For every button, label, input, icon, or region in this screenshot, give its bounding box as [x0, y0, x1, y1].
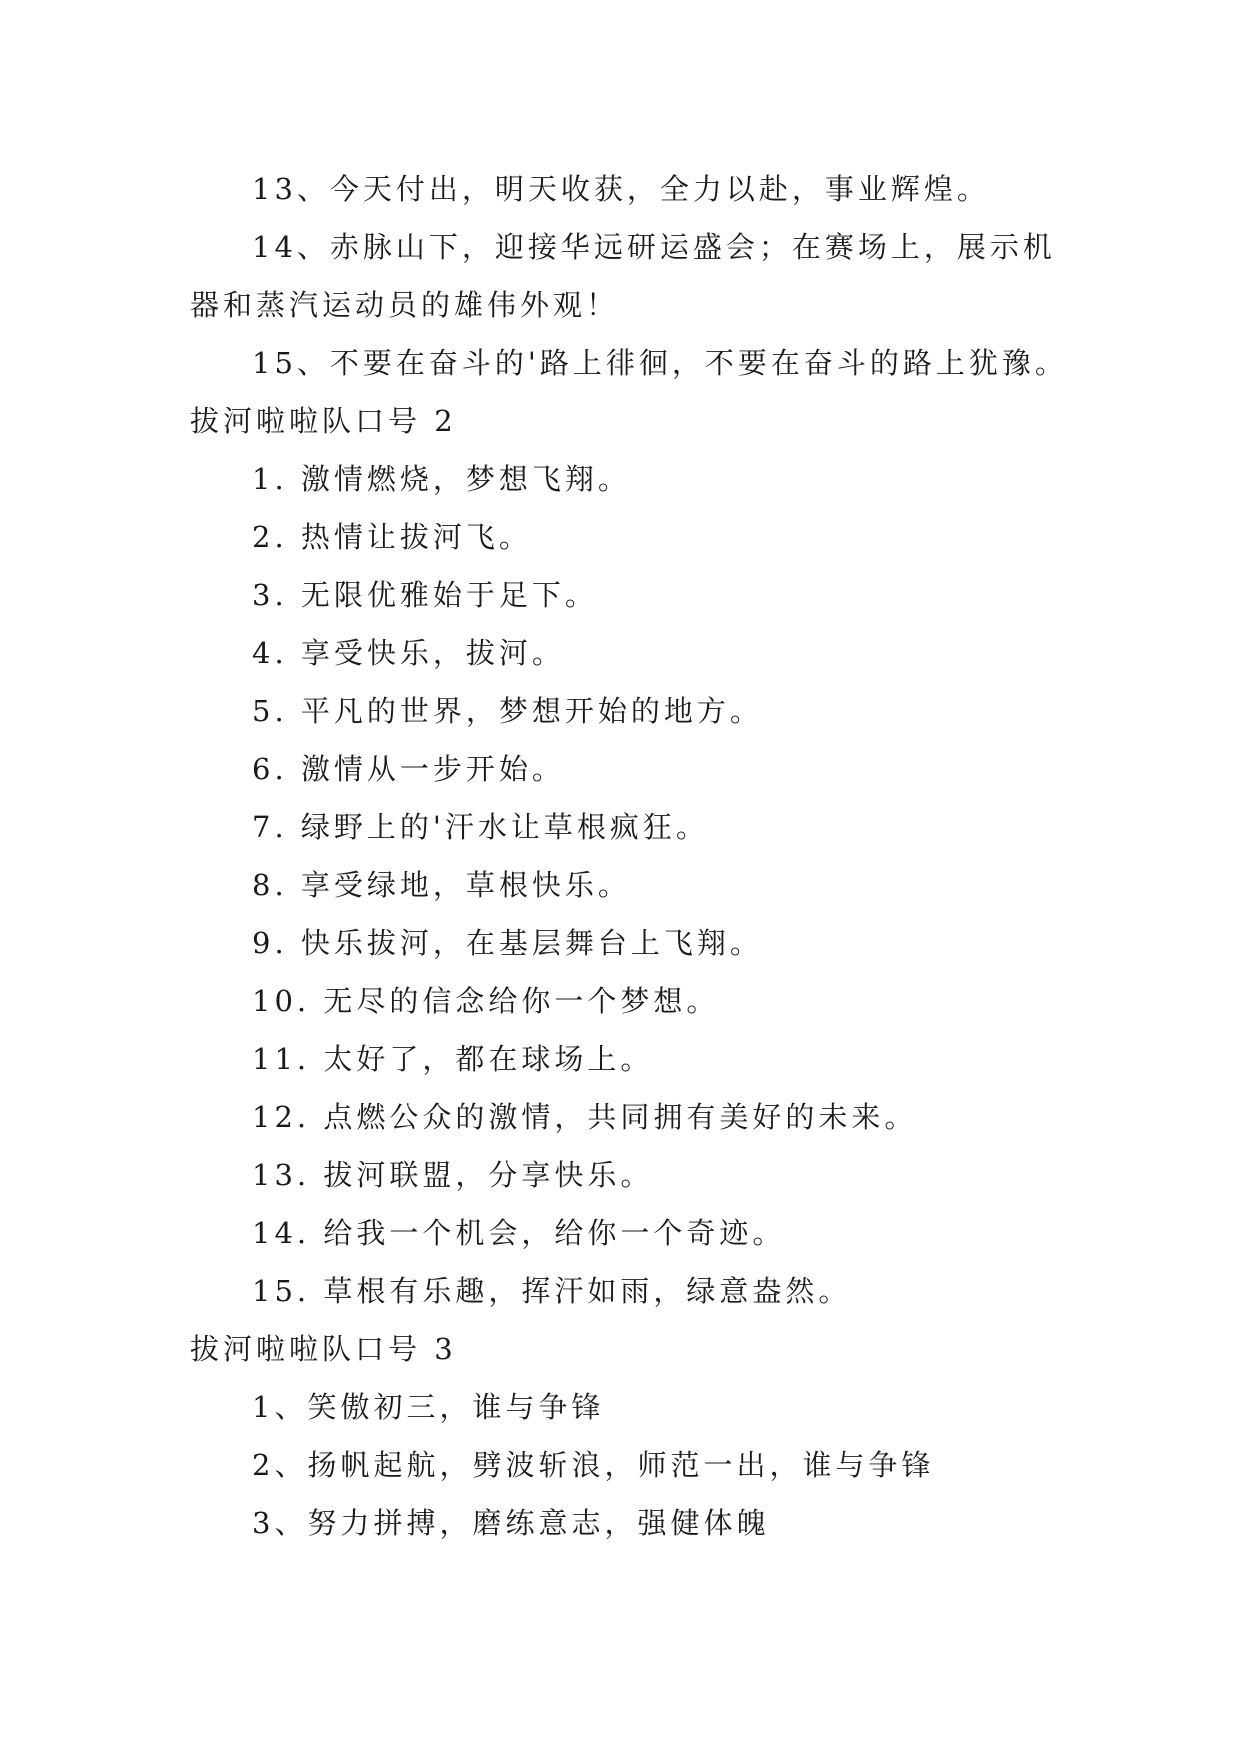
slogan-item: 13. 拔河联盟，分享快乐。	[252, 1158, 654, 1192]
slogan-item: 2. 热情让拔河飞。	[252, 520, 532, 554]
section-heading: 拔河啦啦队口号 3	[190, 1332, 457, 1366]
slogan-item: 8. 享受绿地，草根快乐。	[252, 868, 631, 902]
slogan-item: 1. 激情燃烧，梦想飞翔。	[252, 462, 631, 496]
section-1-continued	[190, 160, 1070, 392]
slogan-item: 10. 无尽的信念给你一个梦想。	[252, 984, 720, 1018]
section-heading: 拔河啦啦队口号 2	[190, 404, 457, 438]
slogan-item: 15、不要在奋斗的'路上徘徊，不要在奋斗的路上犹豫。	[252, 346, 1068, 380]
slogan-item: 3、努力拼搏，磨练意志，强健体魄	[252, 1506, 770, 1540]
slogan-item: 14、赤脉山下，迎接华远研运盛会；在赛场上，展示机器和蒸汽运动员的雄伟外观！	[190, 230, 1056, 322]
slogan-item: 1、笑傲初三，谁与争锋	[252, 1390, 605, 1424]
section-2	[190, 392, 1070, 1320]
slogan-item: 13、今天付出，明天收获，全力以赴，事业辉煌。	[252, 172, 990, 206]
slogan-item: 14. 给我一个机会，给你一个奇迹。	[252, 1216, 786, 1250]
slogan-item: 5. 平凡的世界，梦想开始的地方。	[252, 694, 763, 728]
slogan-item: 12. 点燃公众的激情，共同拥有美好的未来。	[252, 1100, 918, 1134]
slogan-item: 7. 绿野上的'汗水让草根疯狂。	[252, 810, 709, 844]
slogan-item: 4. 享受快乐，拔河。	[252, 636, 565, 670]
document-body	[190, 160, 1070, 1552]
section-3	[190, 1320, 1070, 1552]
slogan-item: 3. 无限优雅始于足下。	[252, 578, 598, 612]
slogan-item: 9. 快乐拔河，在基层舞台上飞翔。	[252, 926, 763, 960]
slogan-item: 15. 草根有乐趣，挥汗如雨，绿意盎然。	[252, 1274, 852, 1308]
slogan-item: 2、扬帆起航，劈波斩浪，师范一出，谁与争锋	[252, 1448, 935, 1482]
slogan-item: 11. 太好了，都在球场上。	[252, 1042, 654, 1076]
slogan-item: 6. 激情从一步开始。	[252, 752, 565, 786]
